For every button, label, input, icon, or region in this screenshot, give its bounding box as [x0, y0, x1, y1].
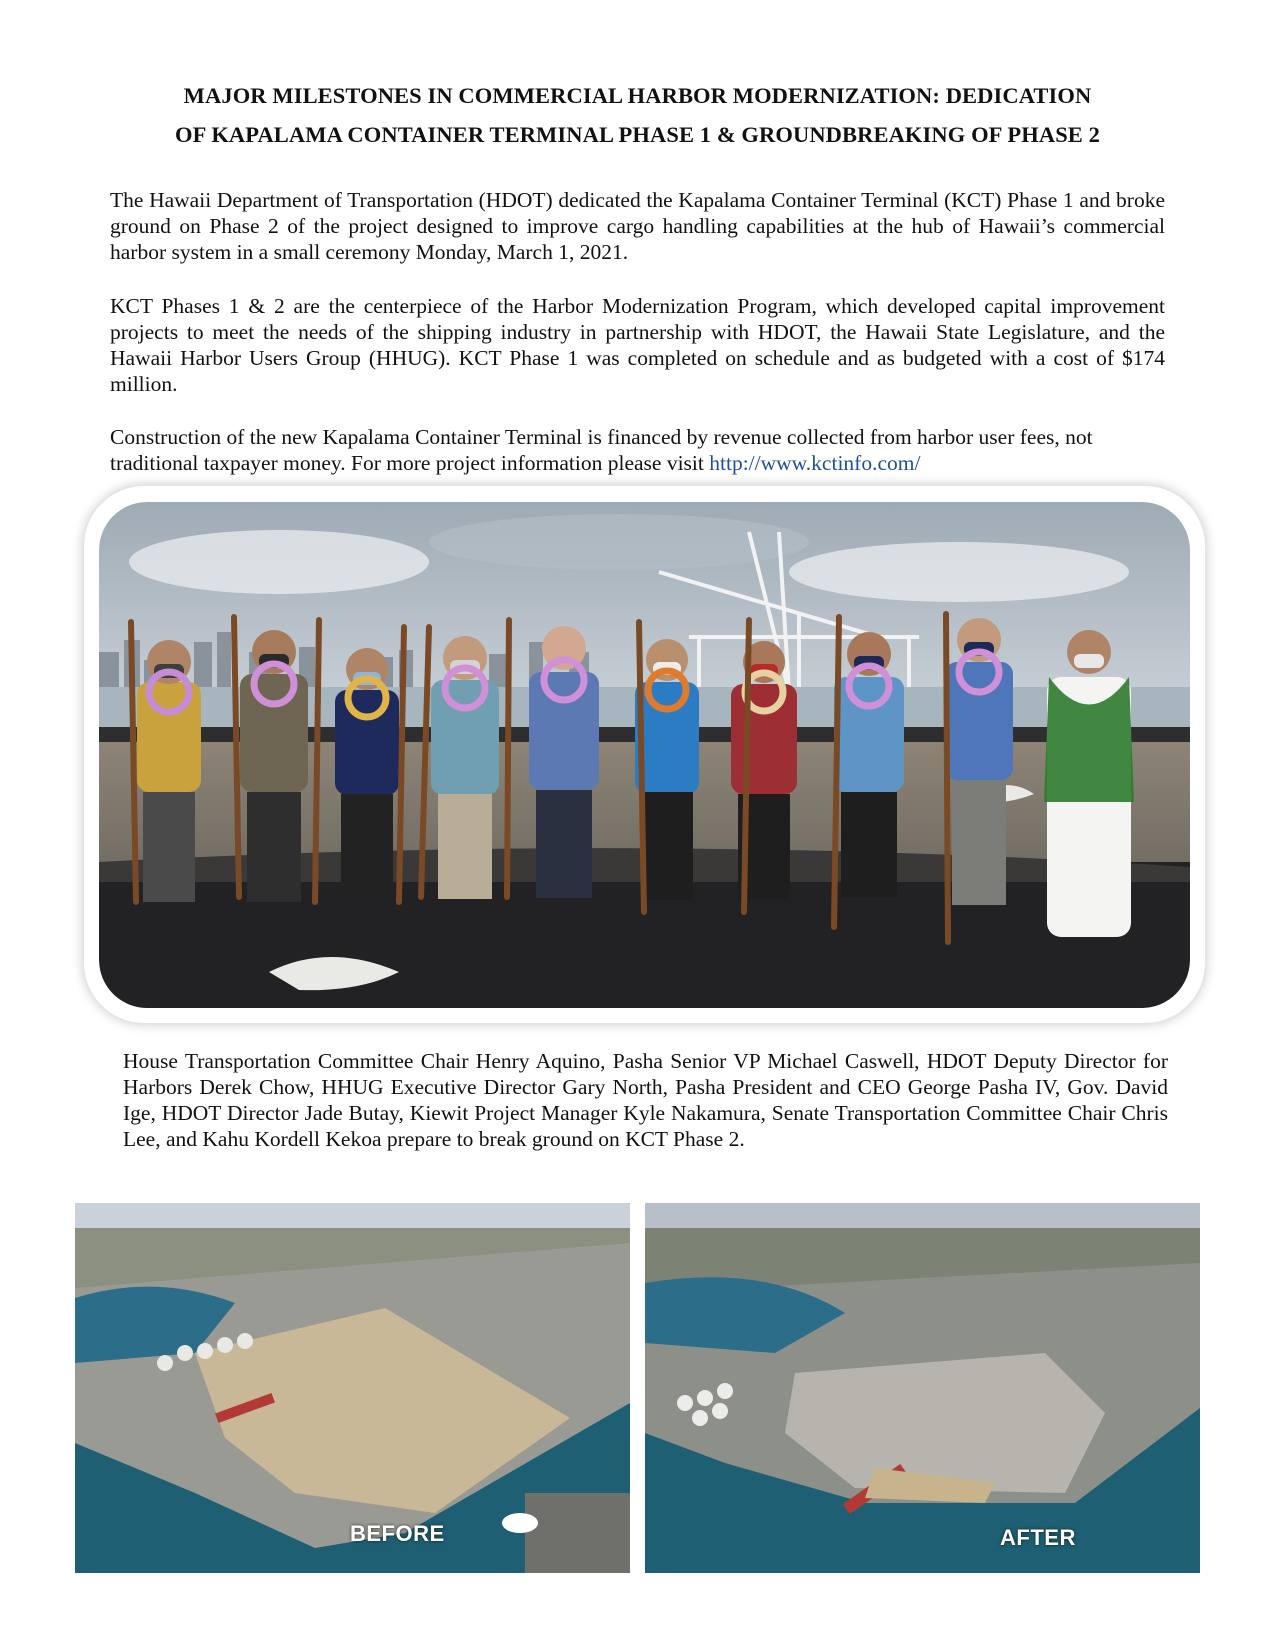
groundbreaking-photo-frame [84, 486, 1205, 1023]
groundbreaking-photo [99, 502, 1190, 1008]
program-paragraph: KCT Phases 1 & 2 are the centerpiece of the Harbor Modernization Program, which developed capital improvement projects to meet the needs of the shipping industry in partnership with HDOT, the Hawaii State Legislature, and the Hawaii Harbor Users Group (HHUG). KCT Phase 1 was completed on schedule and as budgeted with a cost of $174 million. [110, 294, 1165, 396]
page-title [90, 76, 1185, 154]
title-line-2: OF KAPALAMA CONTAINER TERMINAL PHASE 1 & GROUNDBREAKING OF PHASE 2 [175, 122, 1100, 147]
before-aerial-image [75, 1203, 630, 1573]
after-label: AFTER [1000, 1525, 1076, 1550]
intro-paragraph: The Hawaii Department of Transportation (HDOT) dedicated the Kapalama Container Terminal (KCT) Phase 1 and broke ground on Phase 2 of the project designed to improve cargo handling capabilities at the hub of Hawaii’s commercial harbor system in a small ceremony Monday, March 1, 2021. [110, 188, 1165, 264]
financing-paragraph [110, 424, 1165, 476]
title-line-1: MAJOR MILESTONES IN COMMERCIAL HARBOR MODERNIZATION: DEDICATION [183, 83, 1092, 108]
kctinfo-link[interactable]: http://www.kctinfo.com/ [709, 451, 921, 475]
before-aerial-photo [75, 1203, 630, 1573]
financing-text: Construction of the new Kapalama Container Terminal is financed by revenue collected from harbor user fees, not traditional taxpayer money. For more project information please visit [110, 425, 1093, 475]
before-label: BEFORE [350, 1521, 445, 1546]
after-aerial-photo [645, 1203, 1200, 1573]
photo-caption: House Transportation Committee Chair Henry Aquino, Pasha Senior VP Michael Caswell, HDOT Deputy Director for Harbors Derek Chow, HHUG Executive Director Gary North, Pasha President and CEO George Pasha IV, Gov. David Ige, HDOT Director Jade Butay, Kiewit Project Manager Kyle Nakamura, Senate Transportation Committee Chair Chris Lee, and Kahu Kordell Kekoa prepare to break ground on KCT Phase 2. [123, 1049, 1168, 1151]
after-aerial-image [645, 1203, 1200, 1573]
